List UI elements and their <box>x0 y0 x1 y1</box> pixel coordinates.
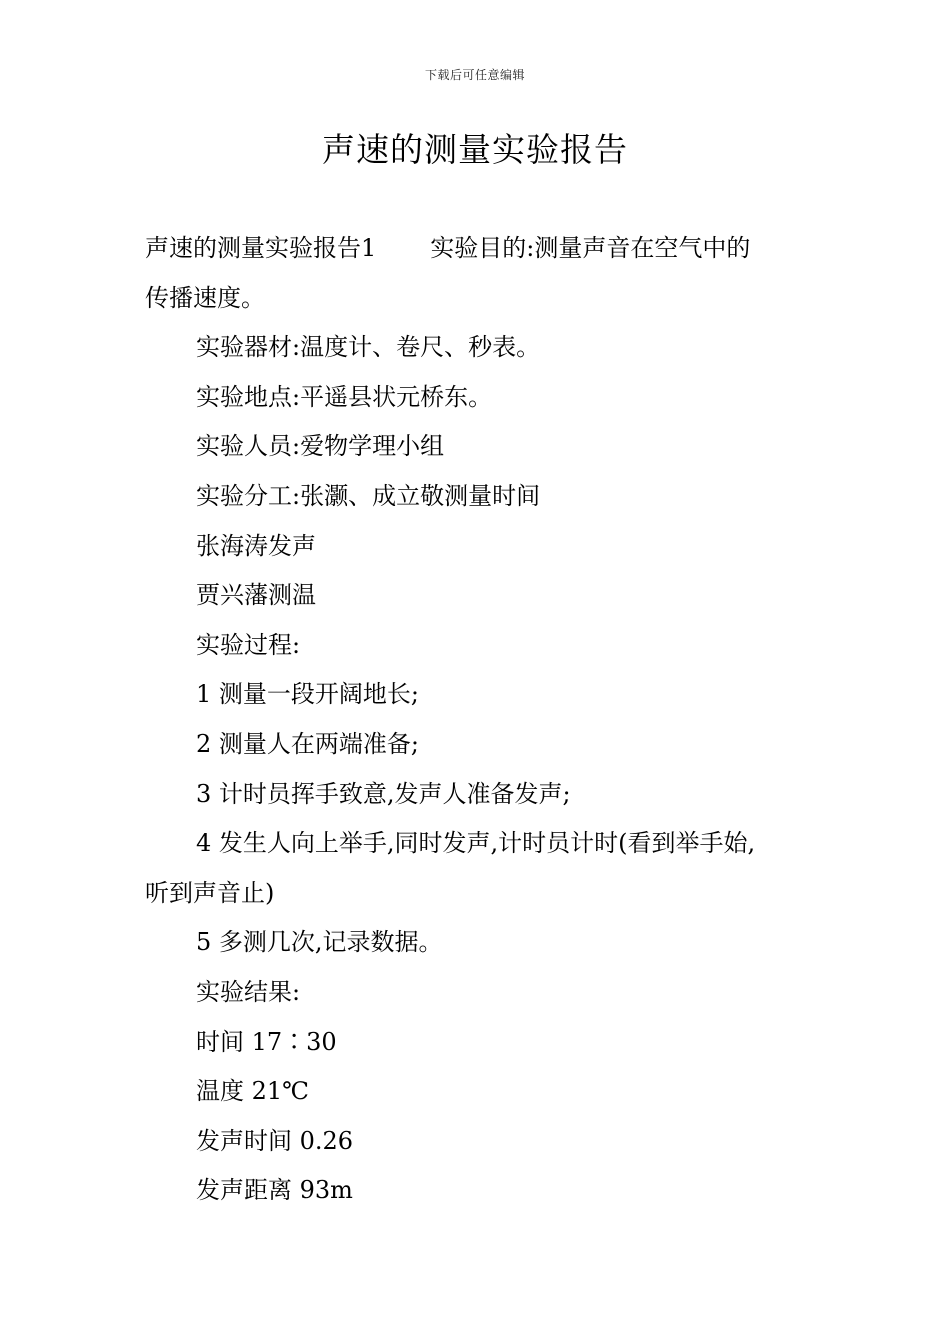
paragraph-line: 实验地点:平遥县状元桥东。 <box>196 382 493 411</box>
paragraph-line: 实验过程: <box>196 630 301 659</box>
paragraph-line: 5 多测几次,记录数据。 <box>196 928 443 957</box>
paragraph-line: 4 发生人向上举手,同时发声,计时员计时(看到举手始, <box>196 829 756 858</box>
paragraph-line: 温度 21℃ <box>196 1077 310 1106</box>
paragraph-line: 2 测量人在两端准备; <box>196 729 419 758</box>
purpose-text: 实验目的:测量声音在空气中的 <box>430 234 751 262</box>
report-heading: 声速的测量实验报告1 <box>145 234 377 262</box>
paragraph-line: 实验结果: <box>196 977 301 1006</box>
header-note: 下载后可任意编辑 <box>424 68 525 82</box>
purpose-continuation: 传播速度。 <box>145 283 265 312</box>
paragraph-line: 3 计时员挥手致意,发声人准备发声; <box>196 779 571 808</box>
paragraph-wrap-line: 听到声音止) <box>145 878 275 907</box>
paragraph-line: 实验人员:爱物学理小组 <box>196 432 445 461</box>
paragraph-line: 实验分工:张灏、成立敬测量时间 <box>196 481 541 510</box>
paragraph-line: 实验器材:温度计、卷尺、秒表。 <box>196 333 541 362</box>
paragraph-line: 发声距离 93m <box>196 1176 353 1205</box>
document-body <box>145 224 825 1216</box>
intro-line <box>145 224 825 274</box>
paragraph-line: 张海涛发声 <box>196 531 316 560</box>
paragraph-line: 1 测量一段开阔地长; <box>196 680 419 709</box>
paragraph-line: 时间 17∶30 <box>196 1027 337 1056</box>
document-title: 声速的测量实验报告 <box>322 130 628 169</box>
paragraph-line: 贾兴藩测温 <box>196 581 316 610</box>
paragraph-line: 发声时间 0.26 <box>196 1126 354 1155</box>
